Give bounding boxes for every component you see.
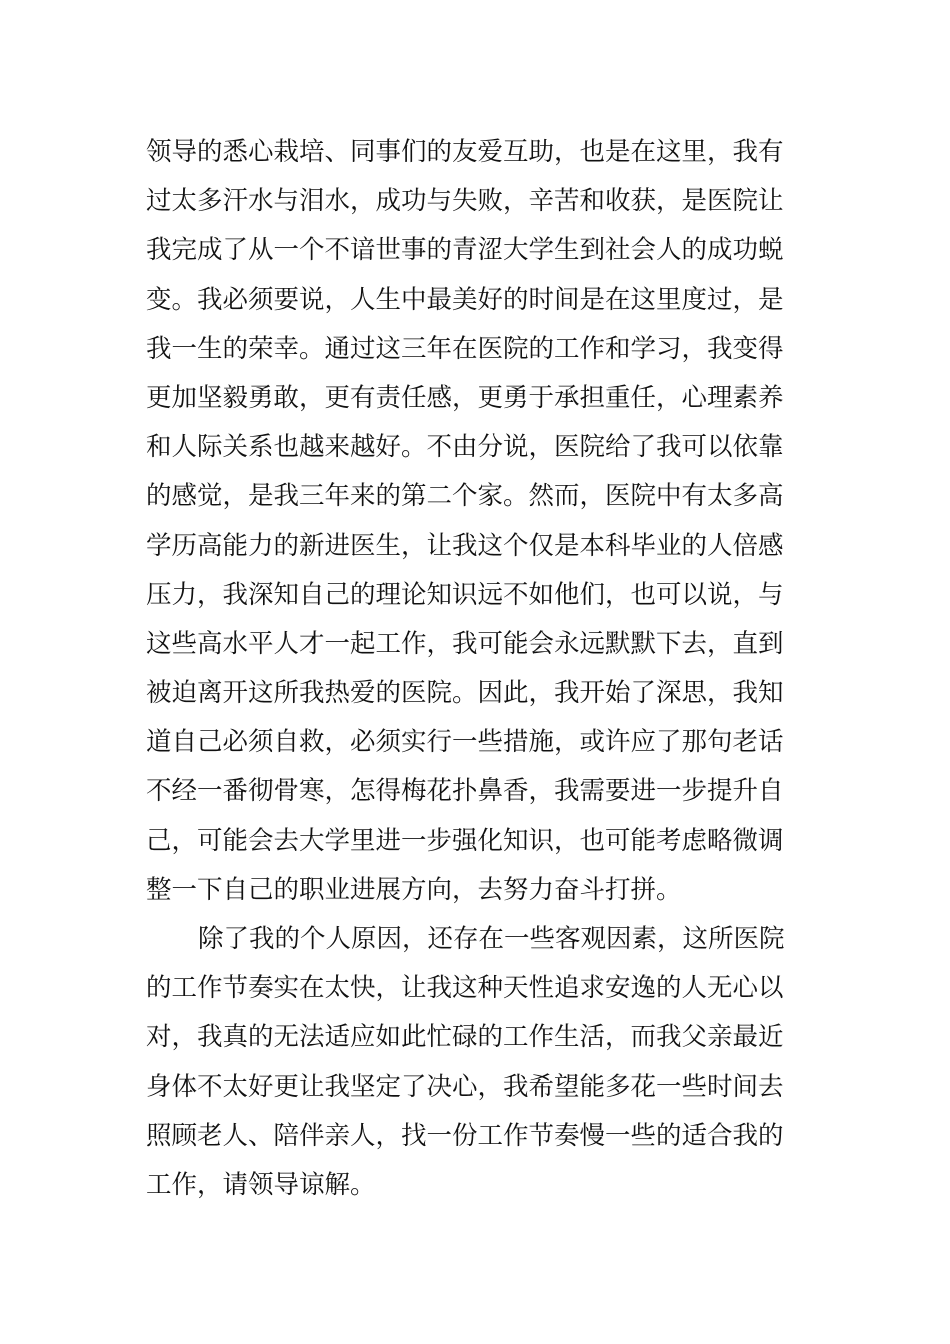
paragraph-line: 除了我的个人原因，还存在一些客观因素，这所医院 [198, 924, 785, 954]
paragraph-line: 己，可能会去大学里进一步强化知识，也可能考虑略微调 [146, 825, 784, 856]
paragraph-line: 工作，请领导谅解。 [146, 1169, 376, 1200]
paragraph-line: 我一生的荣幸。通过这三年在医院的工作和学习，我变得 [146, 333, 784, 364]
paragraph-line: 不经一番彻骨寒，怎得梅花扑鼻香，我需要进一步提升自 [146, 776, 784, 807]
paragraph-line: 照顾老人、陪伴亲人，找一份工作节奏慢一些的适合我的 [146, 1120, 784, 1151]
paragraph-line: 对，我真的无法适应如此忙碌的工作生活，而我父亲最近 [146, 1022, 784, 1053]
paragraph-line: 的感觉，是我三年来的第二个家。然而，医院中有太多高 [146, 481, 784, 512]
paragraph-1 [146, 128, 826, 915]
paragraph-line: 压力，我深知自己的理论知识远不如他们，也可以说，与 [146, 579, 784, 610]
paragraph-line: 学历高能力的新进医生，让我这个仅是本科毕业的人倍感 [146, 530, 784, 561]
paragraph-line: 被迫离开这所我热爱的医院。因此，我开始了深思，我知 [146, 678, 784, 709]
paragraph-line: 整一下自己的职业进展方向，去努力奋斗打拼。 [146, 874, 682, 905]
paragraph-2 [146, 915, 826, 1210]
paragraph-line: 更加坚毅勇敢，更有责任感，更勇于承担重任，心理素养 [146, 382, 784, 413]
paragraph-line: 和人际关系也越来越好。不由分说，医院给了我可以依靠 [146, 432, 784, 463]
paragraph-line: 领导的悉心栽培、同事们的友爱互助，也是在这里，我有 [146, 137, 784, 167]
paragraph-line: 这些高水平人才一起工作，我可能会永远默默下去，直到 [146, 628, 784, 659]
paragraph-line: 的工作节奏实在太快，让我这种天性追求安逸的人无心以 [146, 973, 784, 1004]
paragraph-line: 我完成了从一个不谙世事的青涩大学生到社会人的成功蜕 [146, 235, 784, 266]
paragraph-line: 身体不太好更让我坚定了决心，我希望能多花一些时间去 [146, 1071, 784, 1102]
paragraph-line: 过太多汗水与泪水，成功与失败，辛苦和收获，是医院让 [146, 186, 784, 217]
paragraph-line: 道自己必须自救，必须实行一些措施，或许应了那句老话 [146, 727, 784, 758]
body-text [146, 128, 826, 1210]
paragraph-line: 变。我必须要说，人生中最美好的时间是在这里度过，是 [146, 284, 784, 315]
